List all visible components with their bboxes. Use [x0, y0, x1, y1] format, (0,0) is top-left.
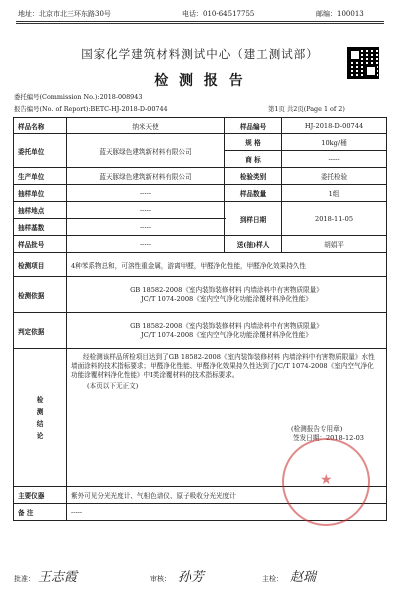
- spec-value: 10kg/桶: [282, 134, 387, 151]
- conclusion-label: [14, 349, 67, 487]
- manufacturer-value: 蓝天豚绿色建筑新材料有限公司: [67, 168, 225, 185]
- reviewer-signature: 孙芳: [178, 570, 205, 585]
- table-row: [14, 236, 387, 253]
- seal-star-icon: ★: [320, 472, 333, 488]
- equipment-value: 紫外可见分光光度计、气相色谱仪、原子吸收分光光度计: [67, 487, 387, 504]
- sample-name-label: 样品名称: [14, 118, 67, 134]
- test-type-value: 委托检验: [282, 168, 387, 185]
- arrival-date-value: 2018-11-05: [282, 202, 387, 236]
- manufacturer-label: 生产单位: [14, 168, 67, 185]
- sampling-place-label: 抽样地点: [14, 202, 67, 219]
- report-line: [14, 104, 168, 113]
- items-label: 检测项目: [14, 253, 67, 277]
- conclusion-label-text: 检测结论: [36, 395, 44, 440]
- conclusion-text: 经检测该样品所检项目达到了GB 18582-2008《室内装饰装修材料 内墙涂料中有害物质限量》水性墙面涂料的技术指标要求；甲醛净化性能、甲醛净化效果持久性达到了JC/T 1074-2008《室内空气净化功能涂覆材料净化性能》中Ⅰ类涂覆材料的技术指标要求。: [71, 353, 375, 379]
- sender-label: 送(抽)样人: [225, 236, 282, 253]
- report-label: 报告编号(No. of Report):: [14, 105, 91, 113]
- client-label: 委托单位: [14, 134, 67, 168]
- tester-signature: 赵瑞: [290, 570, 317, 585]
- remarks-value: -----: [67, 504, 387, 521]
- basis-line-2: JC/T 1074-2008《室内空气净化功能涂覆材料净化性能》: [141, 294, 312, 303]
- judgment-value: [67, 313, 387, 349]
- table-row: [14, 313, 387, 349]
- brand-label: 商 标: [225, 151, 282, 168]
- remarks-label: 备 注: [14, 504, 67, 521]
- report-title: 检 测 报 告: [154, 73, 246, 89]
- report-value: BETC-HJ-2018-D-00744: [90, 105, 168, 113]
- judgment-label: 判定依据: [14, 313, 67, 349]
- table-row: [14, 118, 387, 134]
- items-value: 4种苯系物总和，可溶性重金属，游离甲醛，甲醛净化性能，甲醛净化效果持久性: [67, 253, 387, 277]
- table-row: [14, 185, 387, 202]
- sampling-base-label: 抽样基数: [14, 219, 67, 236]
- sender-value: 胡娟平: [282, 236, 387, 253]
- table-row: [14, 277, 387, 313]
- blank-note: (本页以下无正文): [87, 382, 139, 390]
- header-phone: 电话：010-64517755: [182, 10, 255, 18]
- sample-no-value: HJ-2018-D-00744: [282, 118, 387, 134]
- sampling-unit-value: -----: [67, 185, 225, 202]
- test-type-label: 检验类别: [225, 168, 282, 185]
- table-row: [14, 134, 387, 151]
- page-indicator: 第1页 共2页(Page 1 of 2): [268, 105, 345, 113]
- sampling-base-value: -----: [67, 219, 225, 236]
- batch-no-label: 样品批号: [14, 236, 67, 253]
- table-row: [14, 168, 387, 185]
- sample-name-value: 纳米天使: [67, 118, 225, 134]
- judgment-line-1: GB 18582-2008《室内装饰装修材料 内墙涂料中有害物质限量》: [130, 321, 323, 330]
- issue-date: 签发日期：2018-12-03: [293, 434, 364, 442]
- header-postcode: 邮编：100013: [316, 10, 364, 18]
- equipment-label: 主要仪器: [14, 487, 67, 504]
- sample-no-label: 样品编号: [225, 118, 282, 134]
- sampling-place-value: -----: [67, 202, 225, 219]
- client-value: 蓝天豚绿色建筑新材料有限公司: [67, 134, 225, 168]
- table-row: [14, 202, 387, 219]
- commission-line: [14, 92, 142, 101]
- reviewer-label: 审核：: [150, 575, 171, 583]
- quantity-label: 样品数量: [225, 185, 282, 202]
- batch-no-value: -----: [67, 236, 225, 253]
- official-seal-icon: [282, 438, 370, 526]
- spec-label: 规 格: [225, 134, 282, 151]
- basis-label: 检测依据: [14, 277, 67, 313]
- brand-value: -----: [282, 151, 387, 168]
- approver-label: 批准：: [14, 575, 35, 583]
- header-divider-2: [16, 23, 384, 24]
- sampling-unit-label: 抽样单位: [14, 185, 67, 202]
- header-divider: [16, 21, 384, 22]
- quantity-value: 1组: [282, 185, 387, 202]
- qr-code-icon: [347, 47, 379, 79]
- commission-label: 委托编号(Commission No.):: [14, 93, 100, 101]
- header-address: 地址：北京市北三环东路30号: [18, 10, 111, 18]
- basis-line-1: GB 18582-2008《室内装饰装修材料 内墙涂料中有害物质限量》: [130, 285, 323, 294]
- basis-value: [67, 277, 387, 313]
- org-name: 国家化学建筑材料测试中心（建工测试部）: [81, 47, 319, 61]
- judgment-line-2: JC/T 1074-2008《室内空气净化功能涂覆材料净化性能》: [141, 330, 312, 339]
- tester-label: 主检：: [262, 575, 283, 583]
- arrival-date-label: 到样日期: [225, 202, 282, 236]
- table-row: [14, 253, 387, 277]
- approver-signature: 王志霞: [38, 570, 78, 585]
- commission-value: 2018-008943: [99, 93, 143, 101]
- stamp-caption: (检测报告专用章): [291, 425, 343, 433]
